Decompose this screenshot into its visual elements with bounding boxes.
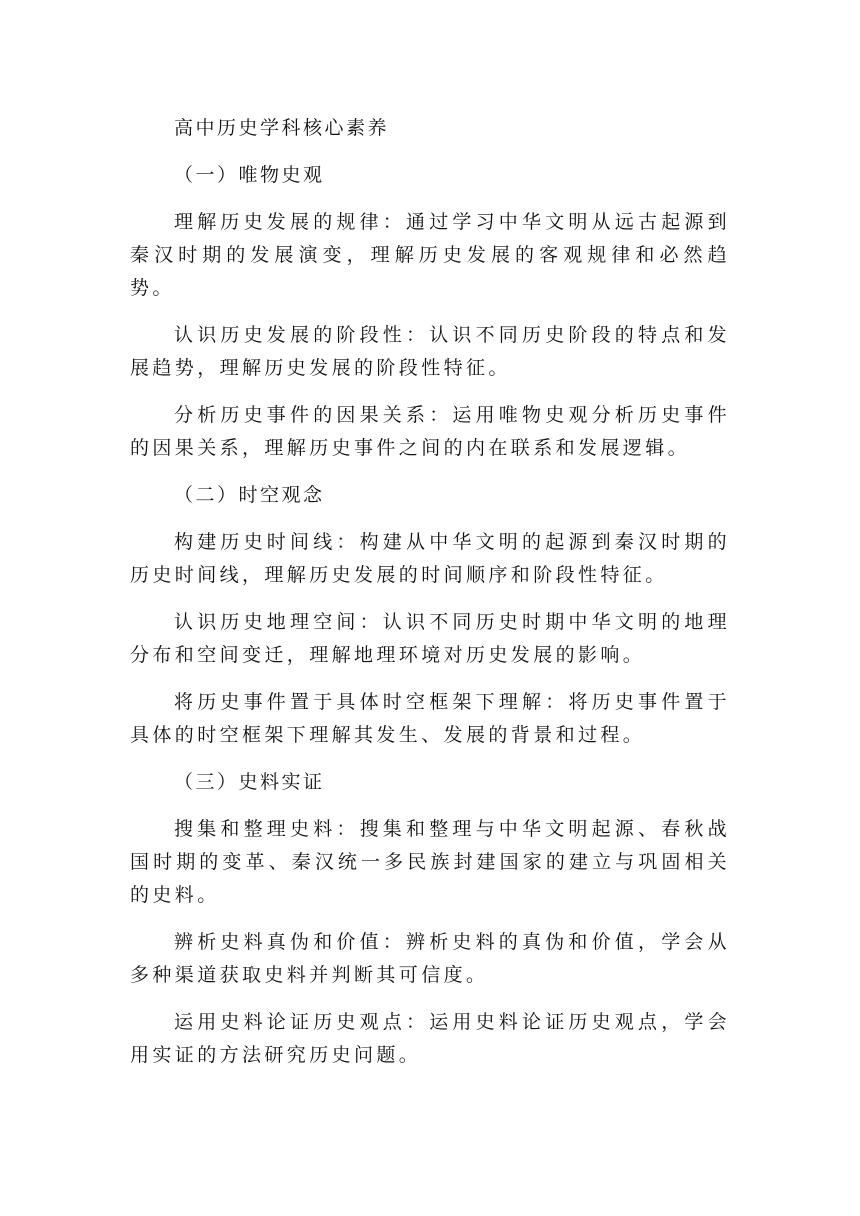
document-title: 高中历史学科核心素养 <box>174 117 390 139</box>
section-heading: （一）唯物史观 <box>174 164 325 186</box>
paragraph: 运用史料论证历史观点：运用史料论证历史观点，学会用实证的方法研究历史问题。 <box>130 1011 730 1066</box>
paragraph: 理解历史发展的规律：通过学习中华文明从远古起源到秦汉时期的发展演变，理解历史发展的客观规律和必然趋势。 <box>130 211 730 299</box>
paragraph: 搜集和整理史料：搜集和整理与中华文明起源、春秋战国时期的变革、秦汉统一多民族封建国家的建立与巩固相关的史料。 <box>130 818 730 906</box>
paragraph: 认识历史地理空间：认识不同历史时期中华文明的地理分布和空间变迁，理解地理环境对历史发展的影响。 <box>130 611 730 666</box>
document-body <box>130 112 730 1086</box>
section-heading: （二）时空观念 <box>174 484 325 506</box>
paragraph: 将历史事件置于具体时空框架下理解：将历史事件置于具体的时空框架下理解其发生、发展的背景和过程。 <box>130 691 730 746</box>
paragraph: 辨析史料真伪和价值：辨析史料的真伪和价值，学会从多种渠道获取史料并判断其可信度。 <box>130 931 730 986</box>
section-heading: （三）史料实证 <box>174 771 325 793</box>
paragraph: 认识历史发展的阶段性：认识不同历史阶段的特点和发展趋势，理解历史发展的阶段性特征。 <box>130 324 730 379</box>
paragraph: 构建历史时间线：构建从中华文明的起源到秦汉时期的历史时间线，理解历史发展的时间顺序和阶段性特征。 <box>130 531 730 586</box>
paragraph: 分析历史事件的因果关系：运用唯物史观分析历史事件的因果关系，理解历史事件之间的内在联系和发展逻辑。 <box>130 404 730 459</box>
